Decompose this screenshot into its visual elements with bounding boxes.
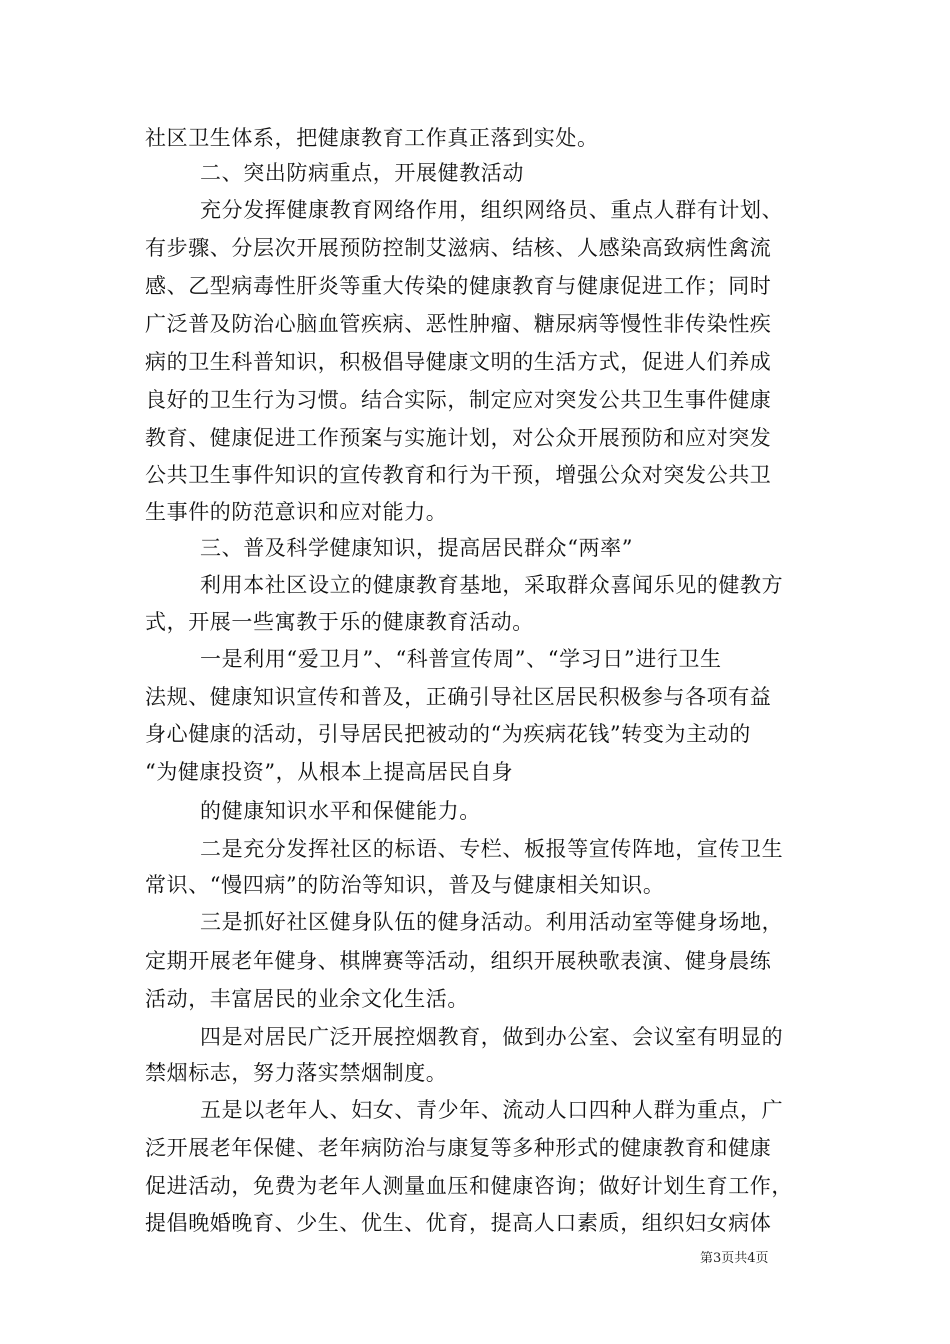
text-line: 五是以老年人、妇女、青少年、流动人口四种人群为重点，广 <box>200 1098 784 1122</box>
text-line: 良好的卫生行为习惯。结合实际，制定应对突发公共卫生事件健康 <box>145 388 772 412</box>
text-line: 的健康知识水平和保健能力。 <box>200 799 481 823</box>
text-line: 三是抓好社区健身队伍的健身活动。利用活动室等健身场地， <box>200 910 784 934</box>
text-line: 促进活动，免费为老年人测量血压和健康咨询；做好计划生育工作， <box>145 1174 793 1198</box>
text-line: 二是充分发挥社区的标语、专栏、板报等宣传阵地，宣传卫生 <box>200 837 784 861</box>
text-line: 生事件的防范意识和应对能力。 <box>145 500 448 524</box>
text-line: 活动，丰富居民的业余文化生活。 <box>145 987 469 1011</box>
text-line: 充分发挥健康教育网络作用，组织网络员、重点人群有计划、 <box>200 198 784 222</box>
text-line: 有步骤、分层次开展预防控制艾滋病、结核、人感染高致病性禽流 <box>145 236 772 260</box>
text-line: 感、乙型病毒性肝炎等重大传染的健康教育与健康促进工作；同时 <box>145 274 772 298</box>
text-line: 病的卫生科普知识，积极倡导健康文明的生活方式，促进人们养成 <box>145 350 772 374</box>
section-heading: 三、普及科学健康知识，提高居民群众“两率” <box>200 536 634 560</box>
text-line: 广泛普及防治心脑血管疾病、恶性肿瘤、糖尿病等慢性非传染性疾 <box>145 312 772 336</box>
text-line: 公共卫生事件知识的宣传教育和行为干预，增强公众对突发公共卫 <box>145 463 772 487</box>
text-line: 提倡晚婚晚育、少生、优生、优育，提高人口素质，组织妇女病体 <box>145 1211 772 1235</box>
text-line: 泛开展老年保健、老年病防治与康复等多种形式的健康教育和健康 <box>145 1136 772 1160</box>
text-line: 教育、健康促进工作预案与实施计划，对公众开展预防和应对突发 <box>145 426 772 450</box>
text-line: “为健康投资”，从根本上提高居民自身 <box>145 760 514 784</box>
text-line: 式，开展一些寓教于乐的健康教育活动。 <box>145 610 534 634</box>
page-number: 第3页共4页 <box>700 1251 769 1266</box>
text-line: 一是利用“爱卫月”、“科普宣传周”、“学习日”进行卫生 <box>200 647 722 671</box>
text-line: 定期开展老年健身、棋牌赛等活动，组织开展秧歌表演、健身晨练 <box>145 949 772 973</box>
text-line: 四是对居民广泛开展控烟教育，做到办公室、会议室有明显的 <box>200 1025 784 1049</box>
text-line: 禁烟标志，努力落实禁烟制度。 <box>145 1061 448 1085</box>
text-line: 法规、健康知识宣传和普及，正确引导社区居民积极参与各项有益 <box>145 685 772 709</box>
text-line: 常识、“慢四病”的防治等知识，普及与健康相关知识。 <box>145 873 665 897</box>
text-line: 利用本社区设立的健康教育基地，采取群众喜闻乐见的健教方 <box>200 573 784 597</box>
text-line: 社区卫生体系，把健康教育工作真正落到实处。 <box>145 126 599 150</box>
text-line: 身心健康的活动，引导居民把被动的“为疾病花钱”转变为主动的 <box>145 722 751 746</box>
section-heading: 二、突出防病重点，开展健教活动 <box>200 161 524 185</box>
